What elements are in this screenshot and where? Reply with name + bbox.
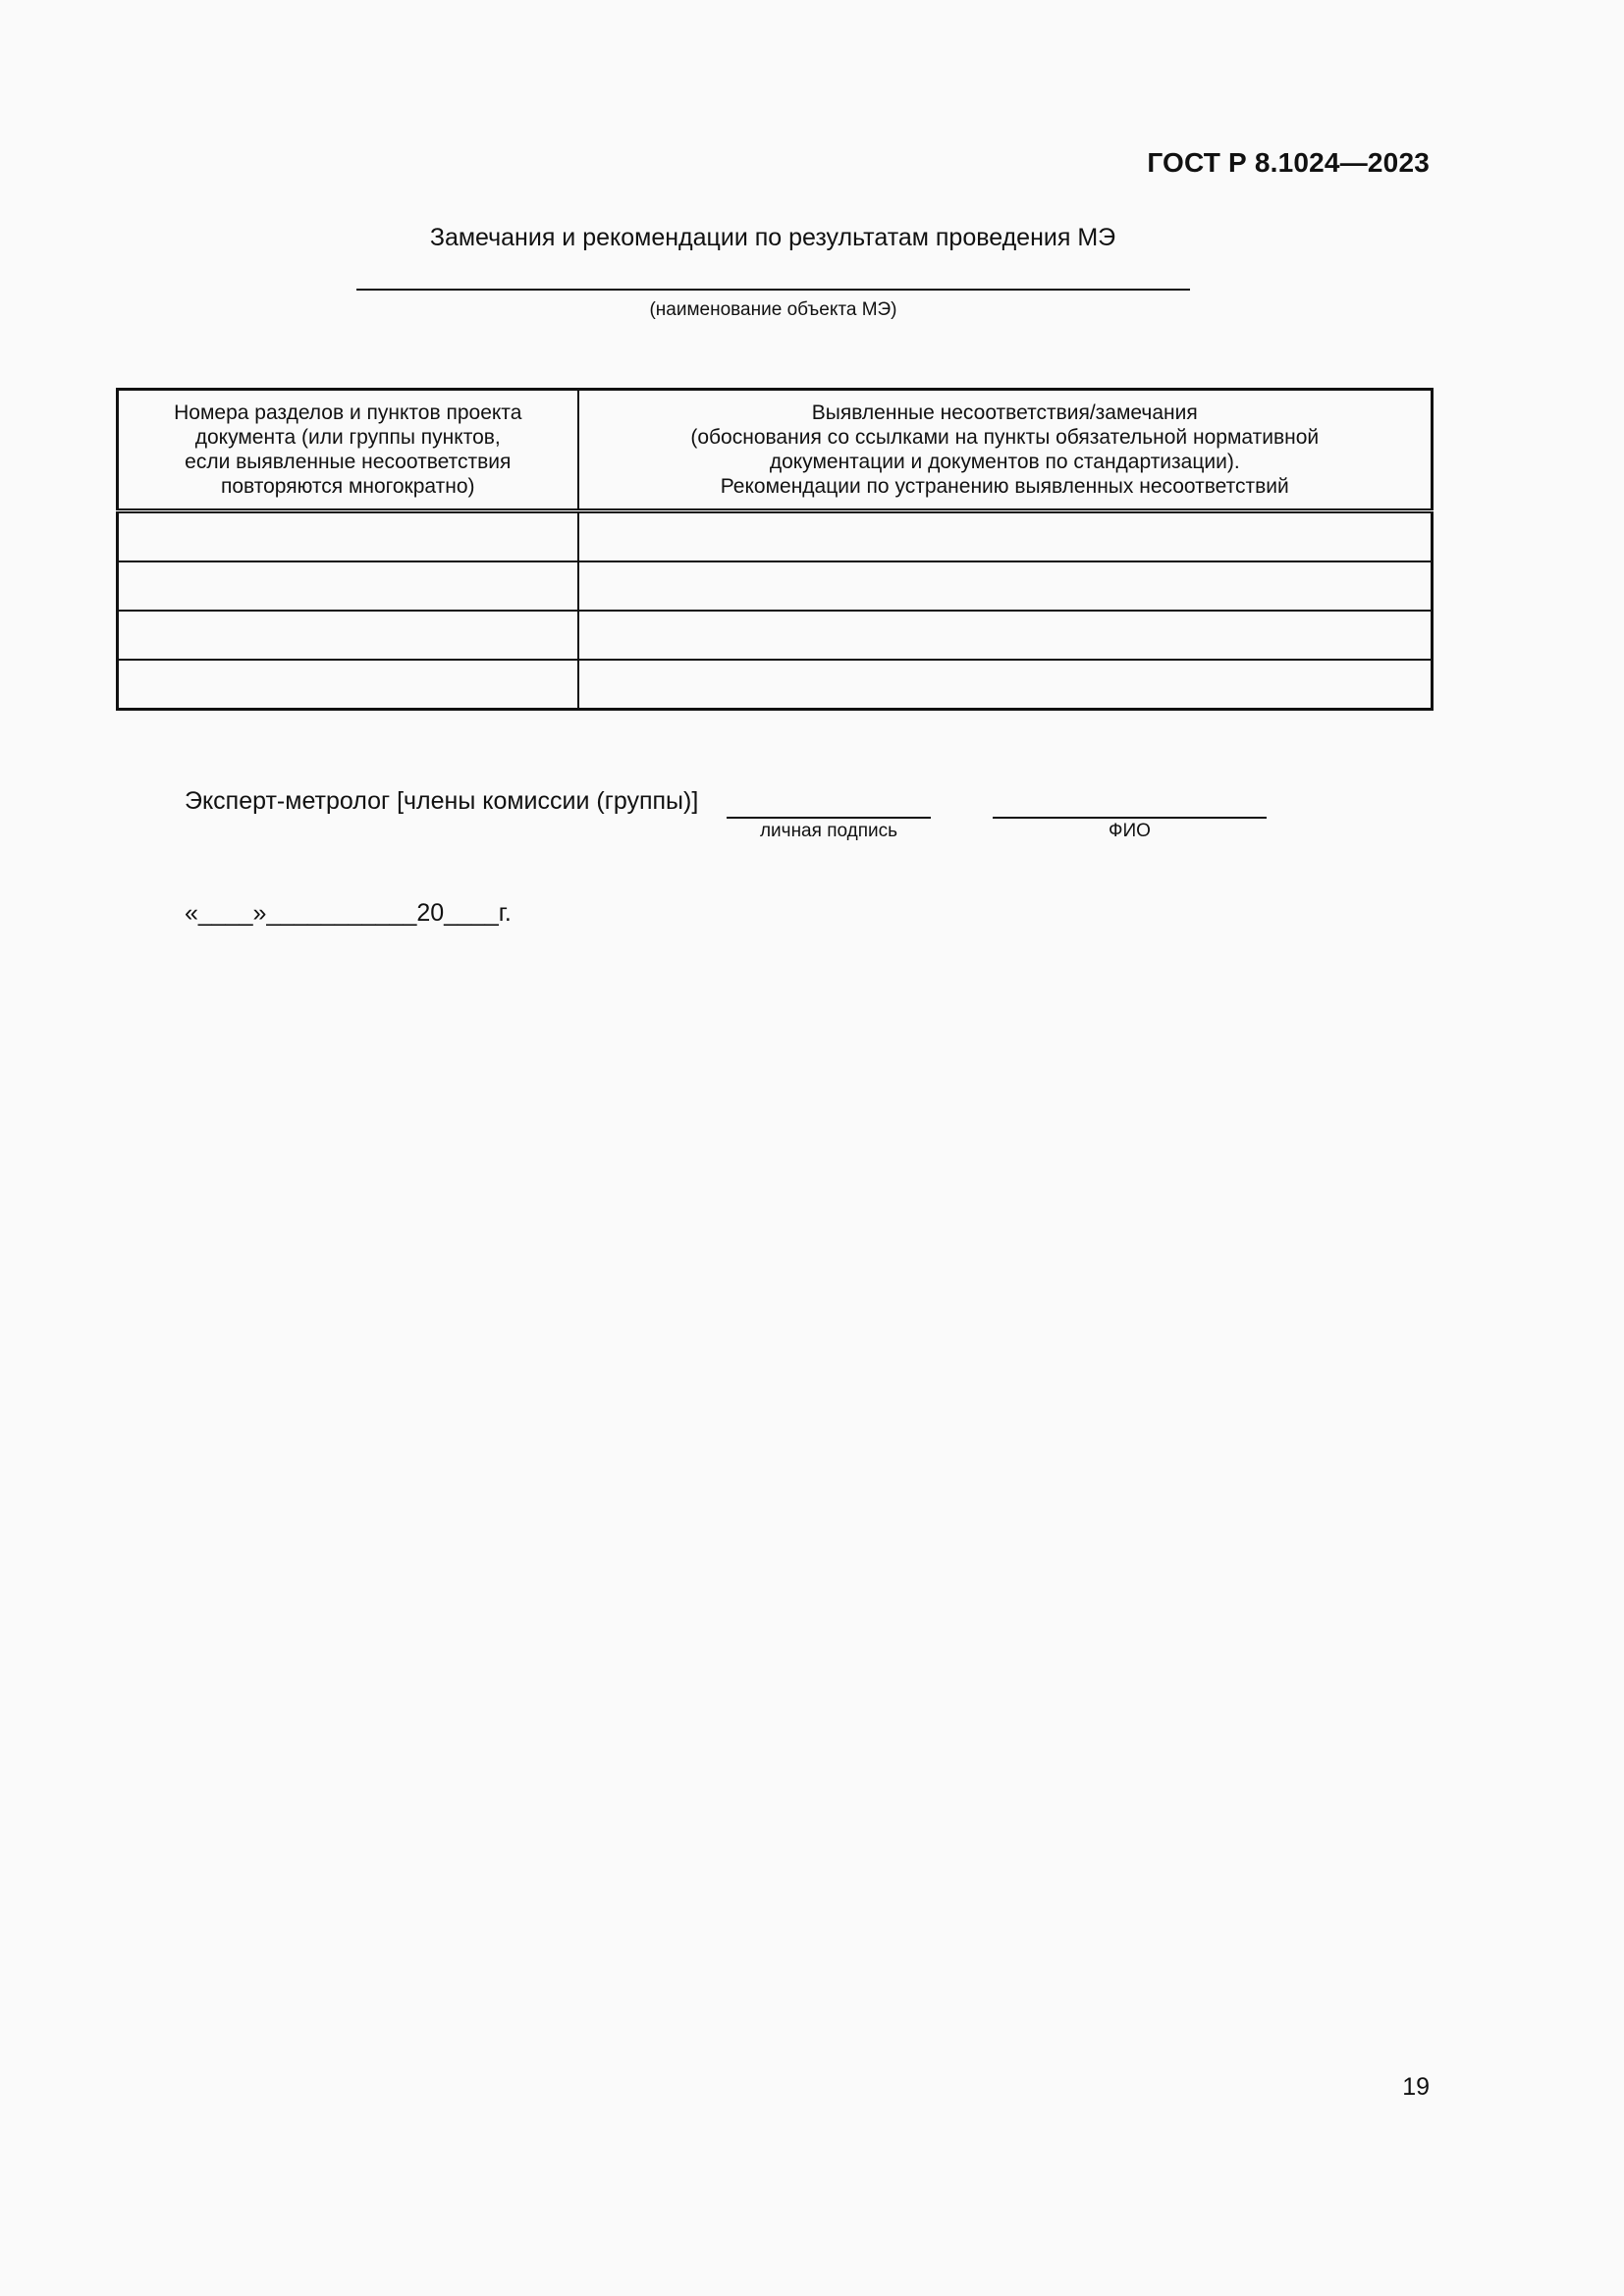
- form-title: Замечания и рекомендации по результатам проведения МЭ: [429, 224, 1116, 251]
- table-cell[interactable]: [118, 611, 578, 660]
- signer-label: Эксперт-метролог [члены комиссии (группы)]: [185, 787, 699, 815]
- object-name-caption: (наименование объекта МЭ): [649, 299, 897, 320]
- signature-caption: личная подпись: [759, 821, 898, 841]
- page-number: 19: [1402, 2073, 1430, 2101]
- header-line: повторяются многократно): [220, 475, 475, 498]
- header-line: если выявленные несоответствия: [185, 451, 512, 473]
- name-caption: ФИО: [1109, 821, 1151, 841]
- table-cell[interactable]: [578, 611, 1433, 660]
- remarks-table: [116, 388, 1434, 711]
- table-cell[interactable]: [578, 511, 1433, 562]
- table-row: [118, 511, 1433, 562]
- table-cell[interactable]: [118, 511, 578, 562]
- column-header-sections: [118, 390, 578, 511]
- name-line[interactable]: [993, 817, 1267, 819]
- table-header-row: [118, 390, 1433, 511]
- column-header-remarks: [578, 390, 1433, 511]
- table-cell[interactable]: [118, 660, 578, 710]
- header-line: Номера разделов и пунктов проекта: [174, 401, 522, 424]
- document-code: ГОСТ Р 8.1024—2023: [1147, 147, 1430, 178]
- date-field[interactable]: «____»___________20____г.: [185, 899, 512, 927]
- table-cell[interactable]: [118, 561, 578, 611]
- header-line: документации и документов по стандартизации).: [769, 451, 1240, 473]
- table-row: [118, 611, 1433, 660]
- signature-line[interactable]: [727, 817, 931, 819]
- header-line: Выявленные несоответствия/замечания: [811, 401, 1198, 424]
- table-cell[interactable]: [578, 561, 1433, 611]
- table-cell[interactable]: [578, 660, 1433, 710]
- table-row: [118, 561, 1433, 611]
- object-name-line: [356, 289, 1190, 291]
- table-row: [118, 660, 1433, 710]
- header-line: (обоснования со ссылками на пункты обязательной нормативной: [690, 426, 1320, 449]
- header-line: Рекомендации по устранению выявленных несоответствий: [720, 475, 1289, 498]
- header-line: документа (или группы пунктов,: [194, 426, 501, 449]
